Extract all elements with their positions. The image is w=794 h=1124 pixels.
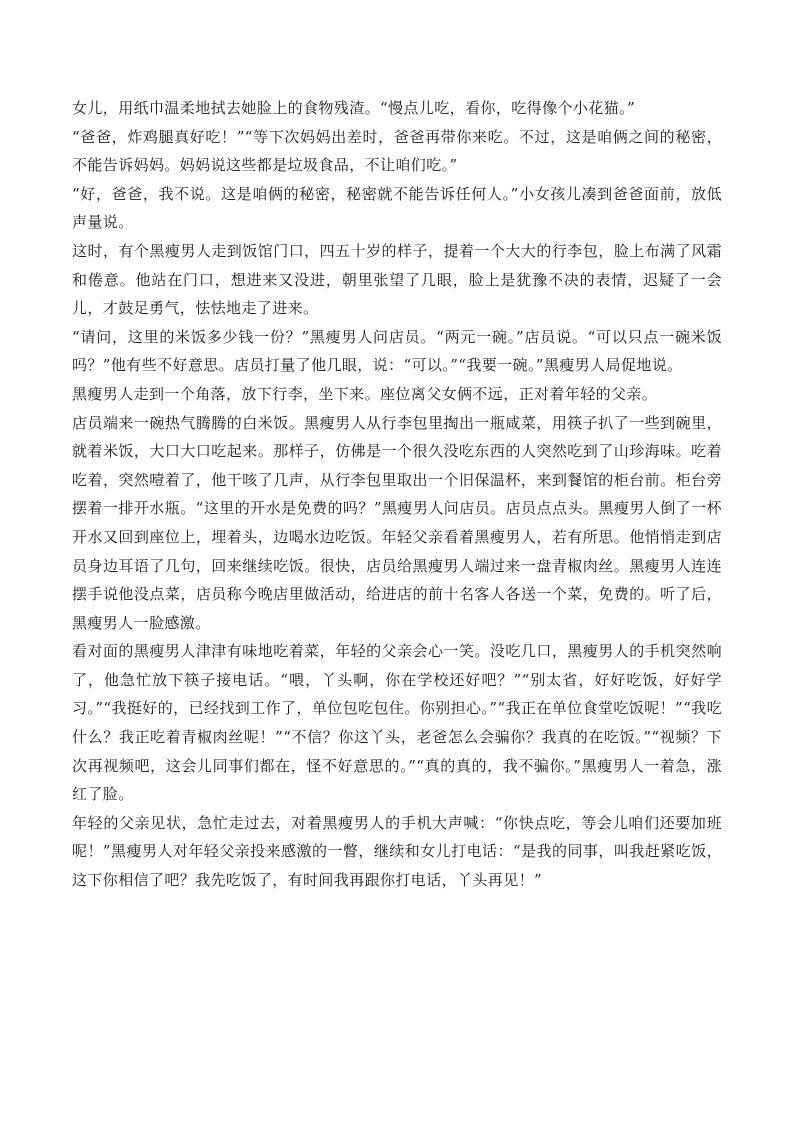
paragraph-8: 看对面的黑瘦男人津津有味地吃着菜，年轻的父亲会心一笑。没吃几口，黑瘦男人的手机突然响了，他急忙放下筷子接电话。“喂，丫头啊，你在学校还好吧？”“别太省，好好吃饭，好好学习。”“我挺好的，已经找到工作了，单位包吃包住。你别担心。”“我正在单位食堂吃饭呢！”“我吃什么？我正吃着青椒肉丝呢！”“不信？你这丫头，老爸怎么会骗你？我真的在吃饭。”“视频？下次再视频吧，这会儿同事们都在，怪不好意思的。”“真的真的，我不骗你。”黑瘦男人一着急，涨红了脸。 (72, 642, 722, 804)
document-page (72, 94, 722, 895)
paragraph-7: 店员端来一碗热气腾腾的白米饭。黑瘦男人从行李包里掏出一瓶咸菜，用筷子扒了一些到碗里，就着米饭，大口大口吃起来。那样子，仿佛是一个很久没吃东西的人突然吃到了山珍海味。吃着吃着，突然噎着了，他干咳了几声，从行李包里取出一个旧保温杯，来到餐馆的柜台前。柜台旁摆着一排开水瓶。“这里的开水是免费的吗？”黑瘦男人问店员。店员点点头。黑瘦男人倒了一杯开水又回到座位上，埋着头，边喝水边吃饭。年轻父亲看着黑瘦男人，若有所思。他悄悄走到店员身边耳语了几句，回来继续吃饭。很快，店员给黑瘦男人端过来一盘青椒肉丝。黑瘦男人连连摆手说他没点菜，店员称今晚店里做活动，给进店的前十名客人各送一个菜，免费的。听了后，黑瘦男人一脸感激。 (72, 413, 722, 632)
paragraph-9: 年轻的父亲见状，急忙走过去，对着黑瘦男人的手机大声喊：“你快点吃，等会儿咱们还要加班呢！”黑瘦男人对年轻父亲投来感激的一瞥，继续和女儿打电话：“是我的同事，叫我赶紧吃饭，这下你相信了吧？我先吃饭了，有时间我再跟你打电话，丫头再见！” (72, 813, 722, 890)
paragraph-2: “爸爸，炸鸡腿真好吃！”“等下次妈妈出差时，爸爸再带你来吃。不过，这是咱俩之间的秘密，不能告诉妈妈。妈妈说这些都是垃圾食品，不让咱们吃。” (72, 127, 722, 175)
paragraph-3: “好，爸爸，我不说。这是咱俩的秘密，秘密就不能告诉任何人。”小女孩儿凑到爸爸面前，放低声量说。 (72, 184, 722, 232)
paragraph-5: “请问，这里的米饭多少钱一份？”黑瘦男人问店员。“两元一碗。”店员说。“可以只点一碗米饭吗？”他有些不好意思。店员打量了他几眼，说：“可以。”“我要一碗。”黑瘦男人局促地说。 (72, 327, 722, 375)
paragraph-6: 黑瘦男人走到一个角落，放下行李，坐下来。座位离父女俩不远，正对着年轻的父亲。 (72, 384, 658, 403)
paragraph-4: 这时，有个黑瘦男人走到饭馆门口，四五十岁的样子，提着一个大大的行李包，脸上布满了风霜和倦意。他站在门口，想进来又没进，朝里张望了几眼，脸上是犹豫不决的表情，迟疑了一会儿，才鼓足勇气，怯怯地走了进来。 (72, 241, 722, 318)
paragraph-1: 女儿，用纸巾温柔地拭去她脸上的食物残渣。“慢点儿吃，看你，吃得像个小花猫。” (72, 99, 636, 117)
